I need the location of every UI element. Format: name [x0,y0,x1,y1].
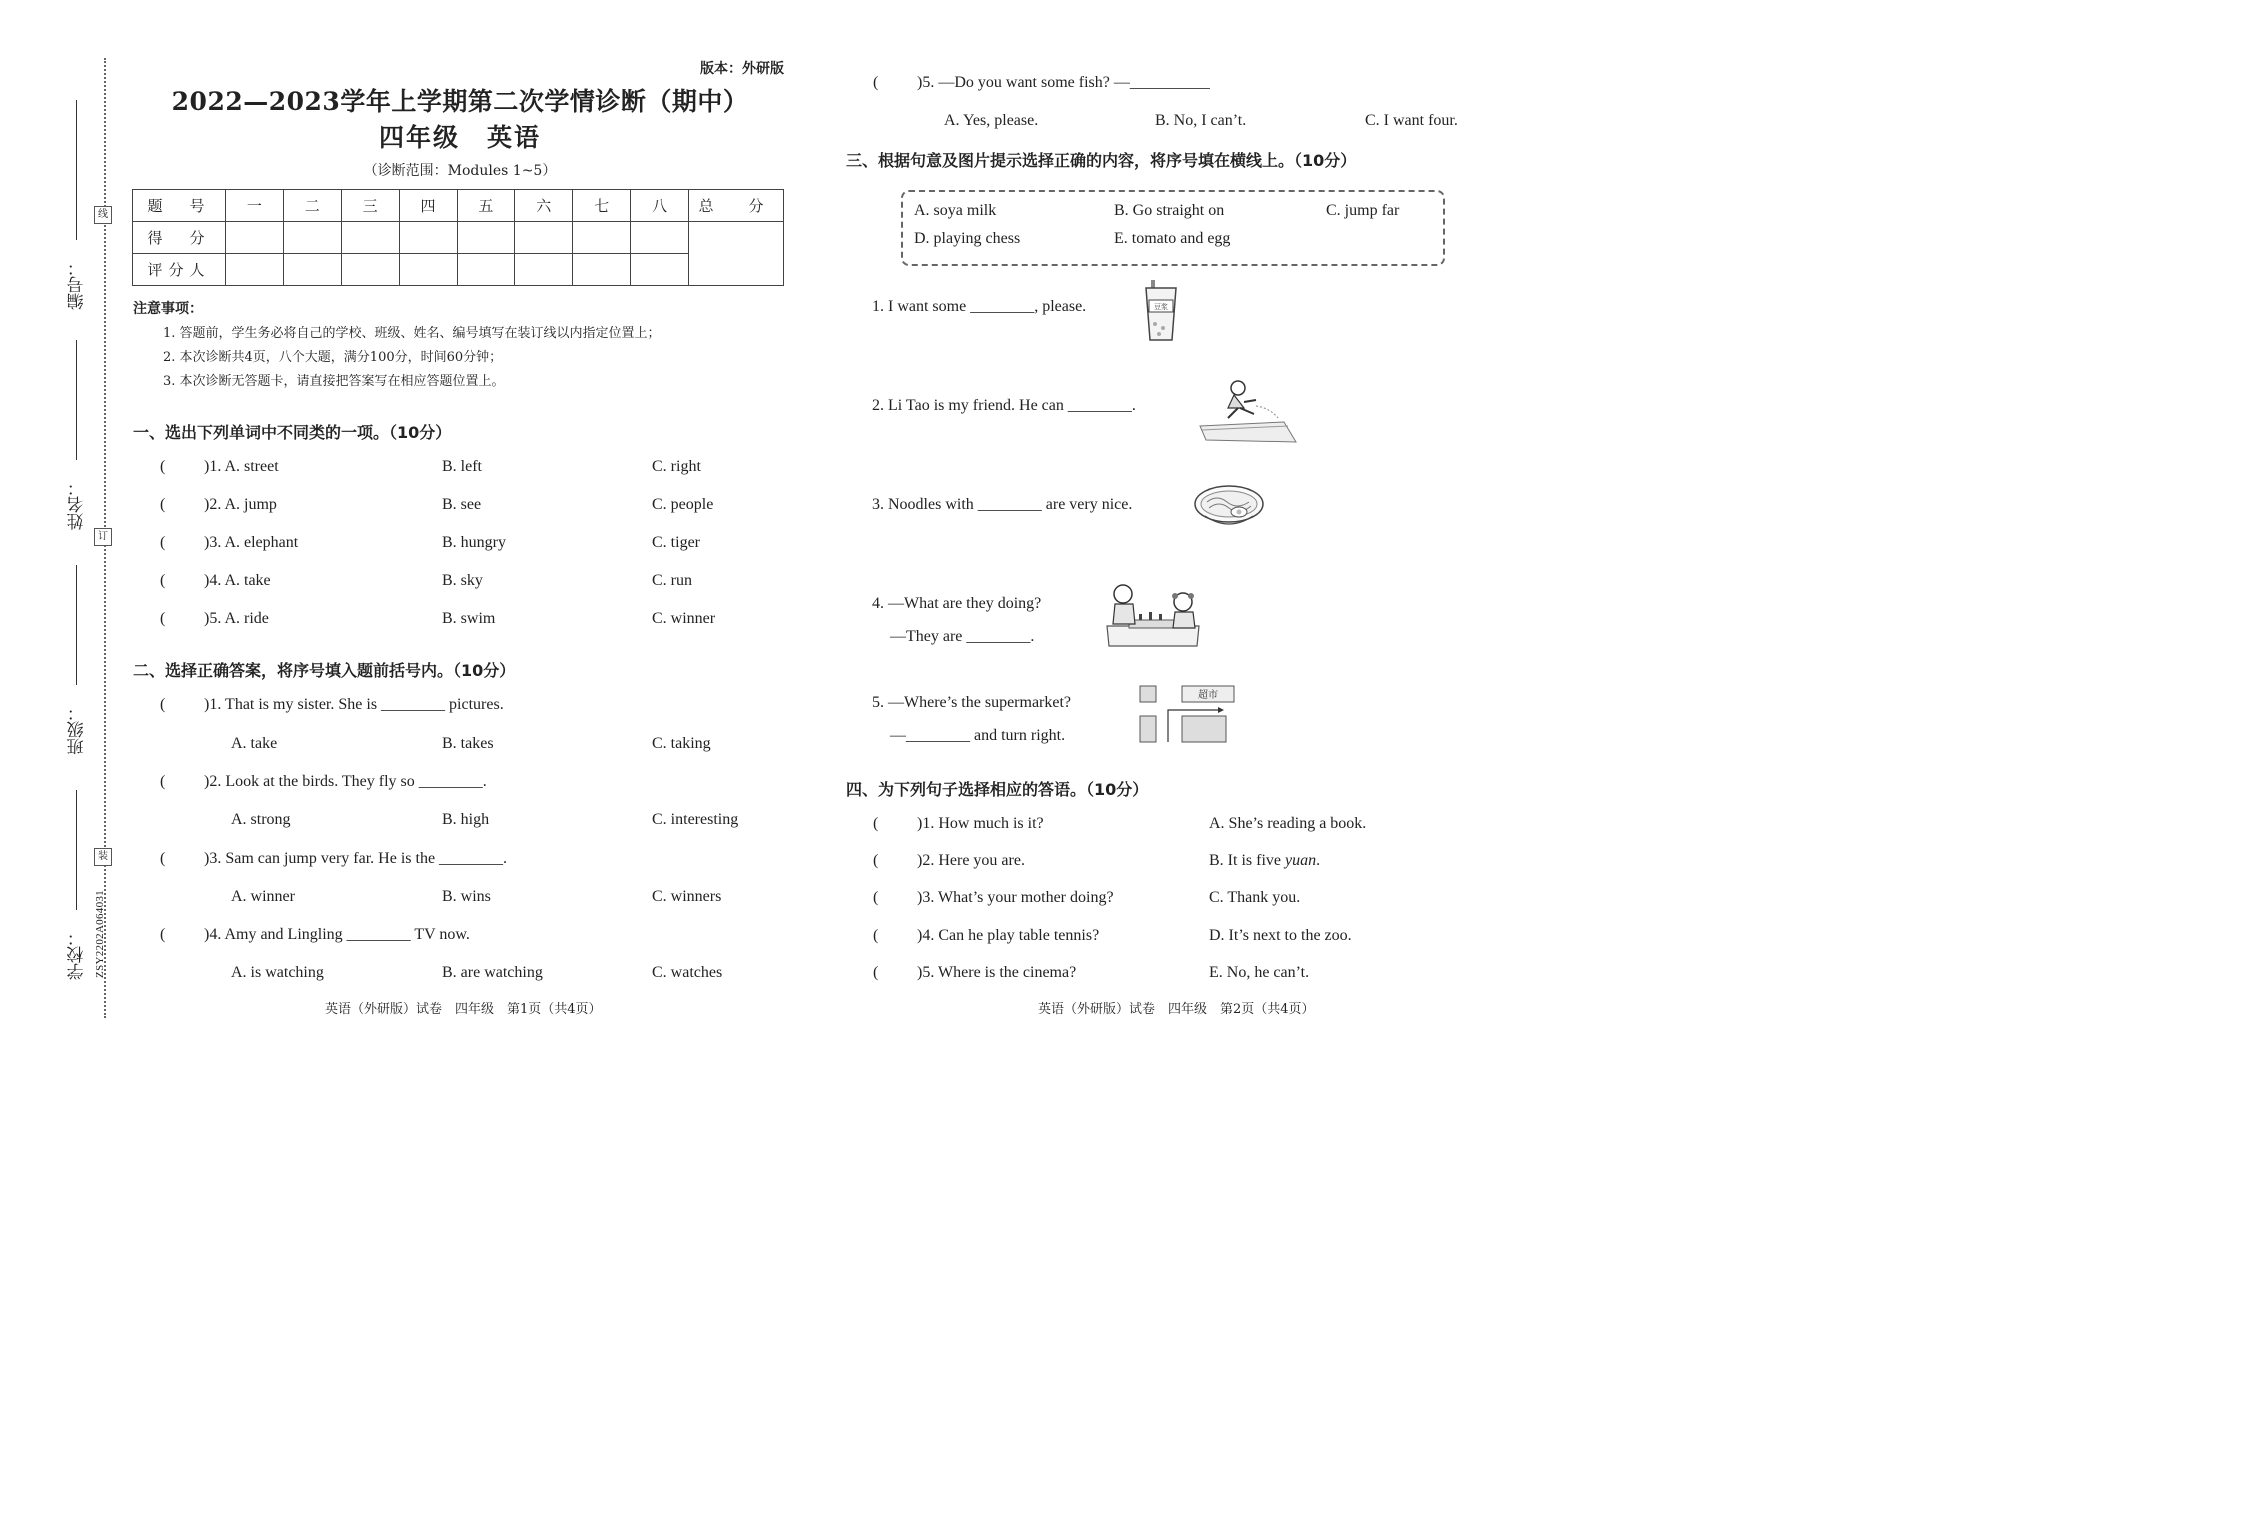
score-table [132,189,784,286]
answer-bracket[interactable]: ( [160,696,166,713]
grader-cell[interactable] [399,254,457,286]
score-table-col: 八 [631,190,689,222]
total-score-cell[interactable] [689,222,784,286]
name-label: 姓名： [67,479,88,530]
s1-q4-a: )4. A. take [204,572,271,589]
s4-q5: )5. Where is the cinema? [917,964,1077,981]
s4-q1: )1. How much is it? [917,815,1044,832]
s1-q1-b: B. left [442,458,482,475]
score-table-label: 评分人 [133,254,226,286]
s3-q5-line2: —________ and turn right. [890,727,1066,744]
grader-cell[interactable] [341,254,399,286]
class-underline [76,565,77,685]
answer-bracket[interactable]: ( [160,850,166,867]
id-label: 编号： [67,259,88,310]
option-a: A. soya milk [914,202,997,219]
exam-title: 2022—2023学年上学期第二次学情诊断（期中） [171,87,749,116]
answer-bracket[interactable]: ( [160,458,166,475]
score-table-label: 得 分 [133,222,226,254]
paper-code: ZSY2202A064031 [94,890,106,978]
score-table-col: 二 [283,190,341,222]
cup-label: 豆浆 [1154,303,1168,311]
s1-q3-a: )3. A. elephant [204,534,299,551]
grader-cell[interactable] [457,254,515,286]
s1-q5-a: )5. A. ride [204,610,269,627]
option-e: E. tomato and egg [1114,230,1231,247]
s2-q2-stem: )2. Look at the birds. They fly so ________. [204,773,487,790]
binding-mark-bind: 装 [94,848,112,866]
s4-answer-d: D. It’s next to the zoo. [1209,927,1352,944]
s2-q1-b: B. takes [442,735,494,752]
s2-q3-stem: )3. Sam can jump very far. He is the ________. [204,850,508,867]
s1-q2-a: )2. A. jump [204,496,277,513]
name-underline [76,340,77,460]
s4-q3: )3. What’s your mother doing? [917,889,1114,906]
answer-bracket[interactable]: ( [160,572,166,589]
s2-q5-c: C. I want four. [1365,112,1458,129]
id-underline [76,100,77,240]
section2-title: 二、选择正确答案，将序号填入题前括号内。（10分） [133,661,516,680]
score-table-col: 四 [399,190,457,222]
s2-q2-a: A. strong [231,811,291,828]
grader-cell[interactable] [226,254,284,286]
s2-q1-c: C. taking [652,735,711,752]
s2-q5-b: B. No, I can’t. [1155,112,1247,129]
s2-q4-a: A. is watching [231,964,324,981]
edition-label: 版本：外研版 [700,61,784,77]
soya-milk-cup-icon [1143,280,1179,344]
s4-answer-b-end: . [1316,852,1321,869]
answer-bracket[interactable]: ( [160,534,166,551]
s1-q2-b: B. see [442,496,482,513]
s4-answer-b-italic: yuan [1285,852,1317,869]
notes-title: 注意事项： [133,301,203,317]
s1-q1-a: )1. A. street [204,458,279,475]
score-cell[interactable] [515,222,573,254]
note-item: 1. 答题前，学生务必将自己的学校、班级、姓名、编号填写在装订线以内指定位置上； [163,326,661,341]
s1-q4-c: C. run [652,572,692,589]
map-supermarket-label: 超市 [1198,690,1218,701]
answer-bracket[interactable]: ( [873,852,879,869]
s1-q2-c: C. people [652,496,714,513]
option-b: B. Go straight on [1114,202,1225,219]
school-label: 学校： [67,929,88,980]
footer-left: 英语（外研版）试卷 四年级 第1页（共4页） [325,1002,602,1017]
footer-right: 英语（外研版）试卷 四年级 第2页（共4页） [1038,1002,1315,1017]
score-table-col: 三 [341,190,399,222]
s2-q4-b: B. are watching [442,964,543,981]
s4-q2: )2. Here you are. [917,852,1025,869]
s2-q4-stem: )4. Amy and Lingling ________ TV now. [204,926,470,943]
grader-cell[interactable] [573,254,631,286]
grader-cell[interactable] [283,254,341,286]
score-table-col: 五 [457,190,515,222]
s4-answer-c: C. Thank you. [1209,889,1301,906]
score-cell[interactable] [226,222,284,254]
grader-cell[interactable] [631,254,689,286]
playing-chess-icon [1105,582,1201,648]
answer-bracket[interactable]: ( [873,927,879,944]
s2-q3-c: C. winners [652,888,722,905]
score-table-col: 七 [573,190,631,222]
s4-answer-e: E. No, he can’t. [1209,964,1310,981]
s1-q3-b: B. hungry [442,534,506,551]
s1-q3-c: C. tiger [652,534,700,551]
answer-bracket[interactable]: ( [160,610,166,627]
score-cell[interactable] [283,222,341,254]
exam-subtitle: 四年级 英语 [378,123,541,152]
school-underline [76,790,77,910]
s3-q3: 3. Noodles with ________ are very nice. [872,496,1133,513]
answer-bracket[interactable]: ( [160,773,166,790]
score-table-row-score [133,222,784,254]
s2-q5-a: A. Yes, please. [944,112,1039,129]
s2-q1-a: A. take [231,735,278,752]
s2-q4-c: C. watches [652,964,723,981]
score-table-col: 六 [515,190,573,222]
s4-q4: )4. Can he play table tennis? [917,927,1100,944]
noodle-bowl-icon [1193,482,1265,532]
note-item: 3. 本次诊断无答题卡，请直接把答案写在相应答题位置上。 [163,374,505,389]
grader-cell[interactable] [515,254,573,286]
score-table-row-number [133,190,784,222]
s3-q4-line2: —They are ________. [890,628,1035,645]
s4-answer-b-text: B. It is five [1209,852,1285,869]
answer-bracket[interactable]: ( [873,889,879,906]
class-label: 班级： [67,704,88,755]
score-cell[interactable] [341,222,399,254]
s2-q5-stem: )5. —Do you want some fish? —__________ [917,74,1210,91]
answer-bracket[interactable]: ( [160,926,166,943]
binding-mark-order: 订 [94,528,112,546]
s1-q1-c: C. right [652,458,701,475]
s2-q3-a: A. winner [231,888,295,905]
answer-bracket[interactable]: ( [160,496,166,513]
s4-answer-a: A. She’s reading a book. [1209,815,1367,832]
s3-q4-line1: 4. —What are they doing? [872,595,1042,612]
s1-q5-c: C. winner [652,610,716,627]
score-table-label: 题 号 [133,190,226,222]
answer-bracket[interactable]: ( [873,74,879,91]
section1-title: 一、选出下列单词中不同类的一项。（10分） [133,423,452,442]
s3-q1: 1. I want some ________, please. [872,298,1087,315]
score-cell[interactable] [573,222,631,254]
jumping-boy-icon [1198,378,1298,444]
answer-bracket[interactable]: ( [873,815,879,832]
binding-mark-line: 线 [94,206,112,224]
score-table-row-grader [133,254,784,286]
s3-q2: 2. Li Tao is my friend. He can ________. [872,397,1136,414]
exam-scope: （诊断范围：Modules 1~5） [363,163,557,179]
section3-title: 三、根据句意及图片提示选择正确的内容，将序号填在横线上。（10分） [846,151,1357,170]
answer-bracket[interactable]: ( [873,964,879,981]
s1-q5-b: B. swim [442,610,496,627]
option-c: C. jump far [1326,202,1400,219]
s2-q2-c: C. interesting [652,811,739,828]
score-cell[interactable] [631,222,689,254]
s2-q3-b: B. wins [442,888,491,905]
option-d: D. playing chess [914,230,1021,247]
s4-answer-b [1209,852,1320,870]
supermarket-map-icon [1138,684,1238,746]
s3-q5-line1: 5. —Where’s the supermarket? [872,694,1072,711]
score-table-total-label: 总 分 [689,190,784,222]
s2-q2-b: B. high [442,811,490,828]
s2-q1-stem: )1. That is my sister. She is ________ pictures. [204,696,504,713]
section4-title: 四、为下列句子选择相应的答语。（10分） [846,780,1149,799]
note-item: 2. 本次诊断共4页，八个大题，满分100分，时间60分钟； [163,350,503,365]
score-cell[interactable] [399,222,457,254]
s1-q4-b: B. sky [442,572,483,589]
score-table-col: 一 [226,190,284,222]
score-cell[interactable] [457,222,515,254]
